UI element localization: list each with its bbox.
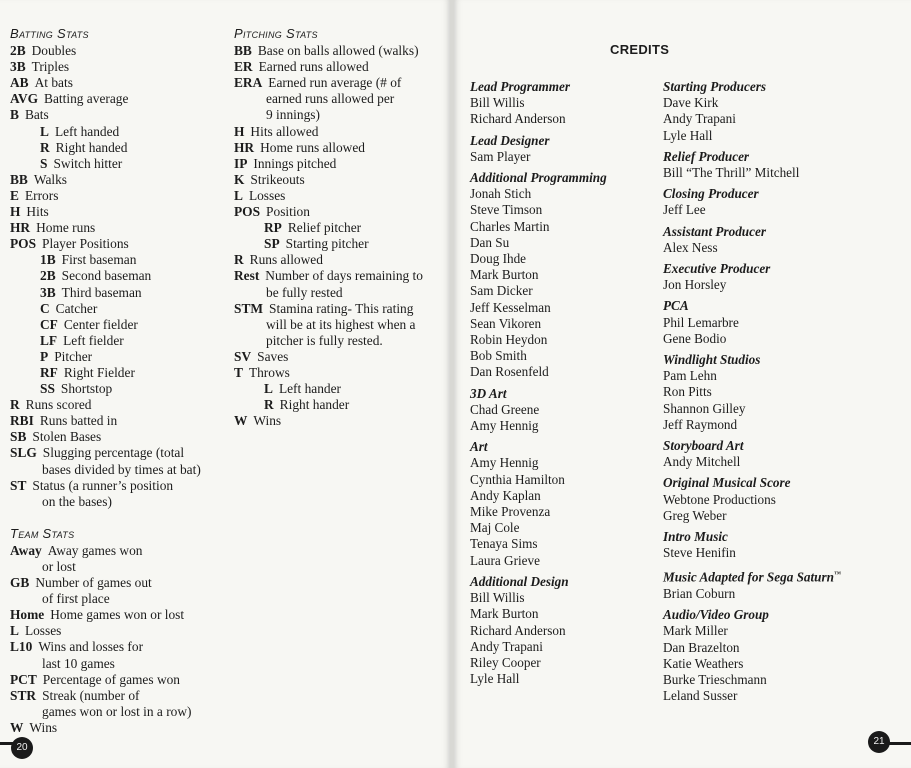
stat-entry: [234, 220, 439, 236]
credit-name: Bill Willis: [470, 95, 525, 111]
credit-role-label: Additional Design: [470, 573, 569, 589]
credit-name: Charles Martin: [470, 218, 550, 234]
stat-abbreviation: T: [234, 364, 243, 380]
stat-definition: of first place: [42, 591, 110, 607]
credit-name: Mike Provenza: [470, 504, 551, 520]
stat-abbreviation: ERA: [234, 75, 263, 91]
credit-role-label: Art: [470, 439, 488, 455]
credit-name: Bill Willis: [470, 590, 525, 606]
stat-abbreviation: POS: [234, 204, 261, 220]
stat-entry: [234, 397, 439, 413]
stat-abbreviation: BB: [10, 171, 28, 187]
credit-name: Phil Lemarbre: [663, 314, 739, 330]
stat-abbreviation: RP: [264, 220, 282, 236]
credit-name: Riley Cooper: [470, 654, 541, 670]
stat-definition: Stamina rating- This rating: [269, 300, 414, 316]
stat-definition: Switch hitter: [53, 155, 123, 171]
stat-entry: [10, 397, 225, 413]
stat-entry: [10, 688, 225, 704]
credit-role: [663, 566, 903, 586]
stat-definition: Left handed: [54, 123, 120, 139]
credit-name: Greg Weber: [663, 507, 727, 523]
stat-entry: [10, 575, 225, 591]
stat-definition: Catcher: [55, 300, 98, 316]
stat-abbreviation: L: [234, 187, 243, 203]
credit-name: Mark Burton: [470, 606, 539, 622]
stat-entry: [234, 413, 439, 429]
credit-name: Alex Ness: [663, 239, 718, 255]
credit-role: [663, 224, 903, 240]
stat-abbreviation: E: [10, 187, 19, 203]
stat-definition: Second baseman: [61, 268, 152, 284]
stat-entry: [10, 559, 225, 575]
credits-title: CREDITS: [610, 42, 670, 57]
stat-entry: [10, 252, 225, 268]
pitching-stats-list: [234, 43, 439, 429]
stat-definition: Center fielder: [63, 316, 138, 332]
credit-role: [663, 352, 903, 368]
stat-abbreviation: L: [264, 381, 273, 397]
stat-definition: Streak (number of: [42, 687, 140, 703]
stat-entry: [10, 204, 225, 220]
credit-name: Robin Heydon: [470, 332, 548, 348]
stat-definition: First baseman: [61, 252, 137, 268]
stat-definition: At bats: [34, 75, 73, 91]
credit-role-label: Storyboard Art: [663, 438, 744, 454]
stat-abbreviation: R: [40, 139, 50, 155]
credits-column-1: [470, 79, 650, 687]
credit-name: Dan Rosenfeld: [470, 364, 549, 380]
credit-role: [470, 386, 650, 402]
credit-name: Laura Grieve: [470, 552, 540, 568]
stat-abbreviation: 1B: [40, 252, 56, 268]
stat-entry: [234, 381, 439, 397]
stat-entry: [234, 188, 439, 204]
stat-entry: [10, 672, 225, 688]
stat-definition: Home runs: [36, 220, 96, 236]
stat-abbreviation: ST: [10, 477, 27, 493]
stat-definition: bases divided by times at bat): [42, 461, 201, 477]
stat-abbreviation: H: [234, 123, 245, 139]
credit-role: [663, 261, 903, 277]
stat-abbreviation: IP: [234, 155, 248, 171]
stat-abbreviation: 2B: [10, 43, 26, 59]
credit-name: Burke Trieschmann: [663, 672, 767, 688]
stat-definition: Hits allowed: [250, 123, 319, 139]
stat-definition: games won or lost in a row): [42, 703, 192, 719]
credit-role-label: Original Musical Score: [663, 475, 791, 491]
credit-role-label: Windlight Studios: [663, 352, 761, 368]
stat-entry: [10, 285, 225, 301]
credit-role-label: Relief Producer: [663, 148, 750, 164]
stat-abbreviation: LF: [40, 332, 58, 348]
stat-entry: [234, 75, 439, 91]
stat-abbreviation: RF: [40, 364, 58, 380]
stat-definition: Right handed: [55, 139, 128, 155]
stat-definition: last 10 games: [42, 655, 115, 671]
team-stats-title: Team Stats: [10, 525, 75, 541]
credit-role-label: Lead Designer: [470, 132, 550, 148]
stat-definition: will be at its highest when a: [266, 316, 416, 332]
stat-entry: [10, 704, 225, 720]
credit-name: Cynthia Hamilton: [470, 471, 565, 487]
stat-entry: [10, 156, 225, 172]
stat-entry: [234, 333, 439, 349]
credit-name: Amy Hennig: [470, 455, 539, 471]
stat-entry: [234, 156, 439, 172]
stat-definition: Starting pitcher: [285, 236, 369, 252]
stat-entry: [234, 365, 439, 381]
stat-entry: [10, 607, 225, 623]
credit-name: Sean Vikoren: [470, 315, 542, 331]
stat-entry: [10, 268, 225, 284]
stat-entry: [10, 365, 225, 381]
credit-role: [470, 133, 650, 149]
credit-name: Brian Coburn: [663, 586, 736, 602]
stat-entry: [10, 413, 225, 429]
stat-entry: [234, 349, 439, 365]
stat-abbreviation: CF: [40, 316, 58, 332]
credit-name: Leland Susser: [663, 688, 738, 704]
stat-definition: Earned run average (# of: [268, 75, 402, 91]
stat-entry: [10, 188, 225, 204]
credit-role-label: Lead Programmer: [470, 79, 570, 94]
stat-definition: Player Positions: [42, 236, 129, 252]
stat-definition: Runs scored: [25, 397, 92, 413]
credit-role: [663, 529, 903, 545]
stat-definition: Right Fielder: [63, 364, 135, 380]
credit-name: Pam Lehn: [663, 368, 717, 384]
batting-stats-list: [10, 43, 225, 510]
credit-role: [470, 439, 650, 455]
stat-entry: [10, 172, 225, 188]
stat-definition: or lost: [42, 559, 76, 574]
stat-entry: [234, 204, 439, 220]
stat-entry: [234, 140, 439, 156]
credit-role-label: Starting Producers: [663, 79, 766, 94]
stat-entry: [10, 75, 225, 91]
stat-entry: [10, 429, 225, 445]
stat-abbreviation: SV: [234, 348, 252, 364]
credit-role: [470, 79, 650, 95]
credit-name: Andy Trapani: [663, 111, 736, 127]
stat-definition: be fully rested: [266, 284, 343, 300]
stat-definition: Wins: [29, 719, 58, 735]
credit-role: [663, 438, 903, 454]
credit-role: [663, 298, 903, 314]
stat-definition: Third baseman: [61, 284, 142, 300]
credit-name: Richard Anderson: [470, 111, 566, 127]
credit-role-label: Closing Producer: [663, 186, 759, 202]
credit-name: Lyle Hall: [470, 671, 520, 687]
stat-abbreviation: SP: [264, 236, 280, 252]
stat-definition: Batting average: [44, 91, 129, 107]
stat-definition: Right hander: [279, 397, 350, 413]
credit-role-label: PCA: [663, 298, 689, 314]
credit-role-label: Assistant Producer: [663, 223, 766, 239]
stat-abbreviation: Away: [10, 542, 42, 558]
stat-entry: [10, 333, 225, 349]
stat-definition: Strikeouts: [250, 171, 305, 187]
pitching-column: [234, 26, 439, 429]
credit-name: Amy Hennig: [470, 418, 539, 434]
stat-abbreviation: SS: [40, 381, 55, 397]
stat-definition: Left fielder: [63, 332, 124, 348]
stat-abbreviation: B: [10, 107, 19, 123]
stat-definition: Pitcher: [54, 348, 93, 364]
stat-abbreviation: 3B: [10, 59, 26, 75]
credit-name: Jeff Kesselman: [470, 299, 551, 315]
stat-definition: Losses: [248, 187, 286, 203]
stat-definition: Walks: [33, 171, 68, 187]
stat-definition: Away games won: [47, 542, 143, 558]
stat-abbreviation: L: [40, 123, 49, 139]
credit-role: [470, 170, 650, 186]
stat-entry: [10, 543, 225, 559]
stat-entry: [10, 317, 225, 333]
stat-abbreviation: AVG: [10, 91, 39, 107]
credit-name: Steve Henifin: [663, 545, 736, 561]
right-page: [454, 0, 911, 768]
credit-name: Andy Trapani: [470, 638, 543, 654]
credit-name: Maj Cole: [470, 520, 520, 536]
stat-definition: Bats: [24, 107, 49, 123]
stat-entry: [10, 349, 225, 365]
stat-abbreviation: GB: [10, 575, 30, 591]
credit-name: Sam Player: [470, 148, 531, 164]
stat-abbreviation: S: [40, 155, 48, 171]
credits-column-2: [663, 79, 903, 705]
credit-name: Jeff Raymond: [663, 416, 738, 432]
stat-definition: Doubles: [31, 43, 77, 59]
stat-definition: 9 innings): [266, 107, 320, 123]
stat-entry: [234, 317, 439, 333]
credit-name: Webtone Productions: [663, 491, 776, 507]
stat-abbreviation: ER: [234, 59, 253, 75]
team-stats-list: [10, 543, 225, 736]
stat-entry: [234, 124, 439, 140]
stat-definition: Number of games out: [35, 575, 152, 591]
stat-entry: [10, 301, 225, 317]
batting-stats-title: Batting Stats: [10, 26, 89, 41]
credit-name: Dan Brazelton: [663, 639, 740, 655]
stat-entry: [234, 91, 439, 107]
credit-role-label: Audio/Video Group: [663, 607, 769, 623]
credit-name: Lyle Hall: [663, 127, 713, 143]
stat-abbreviation: R: [264, 397, 274, 413]
stat-definition: Wins and losses for: [38, 639, 144, 655]
stat-entry: [10, 381, 225, 397]
credit-role-label: Music Adapted for Sega Saturn: [663, 569, 834, 585]
stat-abbreviation: W: [234, 413, 248, 429]
stat-definition: Number of days remaining to: [265, 268, 423, 284]
stat-definition: Position: [266, 204, 310, 220]
credit-name: Bob Smith: [470, 348, 527, 364]
stat-entry: [10, 720, 225, 736]
stat-abbreviation: 2B: [40, 268, 56, 284]
stat-entry: [234, 252, 439, 268]
stat-definition: on the bases): [42, 493, 112, 509]
stat-abbreviation: R: [10, 397, 20, 413]
credit-role-label: Intro Music: [663, 529, 728, 545]
credit-name: Katie Weathers: [663, 655, 744, 671]
credit-role: [470, 574, 650, 590]
stat-abbreviation: K: [234, 171, 245, 187]
stat-abbreviation: L10: [10, 639, 33, 655]
stat-definition: Earned runs allowed: [258, 59, 369, 75]
stat-entry: [10, 59, 225, 75]
credit-role: [663, 186, 903, 202]
stat-definition: Hits: [26, 204, 49, 220]
stat-abbreviation: SLG: [10, 445, 37, 461]
stat-abbreviation: PCT: [10, 671, 37, 687]
stat-definition: Relief pitcher: [287, 220, 362, 236]
stat-abbreviation: L: [10, 623, 19, 639]
stat-definition: Errors: [24, 187, 59, 203]
stat-definition: Home runs allowed: [260, 139, 365, 155]
stat-abbreviation: C: [40, 300, 50, 316]
stat-entry: [10, 43, 225, 59]
stat-abbreviation: Home: [10, 607, 45, 623]
stat-entry: [10, 107, 225, 123]
credit-name: Richard Anderson: [470, 622, 566, 638]
page-number-right: 21: [868, 731, 890, 753]
stat-entry: [10, 124, 225, 140]
stat-abbreviation: Rest: [234, 268, 260, 284]
credit-role: [663, 607, 903, 623]
stat-entry: [10, 91, 225, 107]
stat-entry: [10, 656, 225, 672]
stat-entry: [234, 59, 439, 75]
credit-name: Jonah Stich: [470, 186, 532, 202]
stat-definition: Runs batted in: [39, 413, 118, 429]
stat-definition: Status (a runner’s position: [32, 477, 174, 493]
stat-entry: [10, 639, 225, 655]
stat-entry: [10, 236, 225, 252]
stat-entry: [234, 285, 439, 301]
stat-definition: Base on balls allowed (walks): [257, 43, 419, 59]
stat-definition: Saves: [257, 348, 289, 364]
stat-abbreviation: POS: [10, 236, 37, 252]
credit-name: Andy Mitchell: [663, 454, 741, 470]
stat-definition: Innings pitched: [253, 155, 337, 171]
stat-entry: [10, 494, 225, 510]
credit-name: Jeff Lee: [663, 202, 706, 218]
stat-definition: Runs allowed: [249, 252, 323, 268]
stat-abbreviation: HR: [10, 220, 31, 236]
credit-role-label: 3D Art: [470, 385, 507, 401]
credit-name: Doug Ihde: [470, 251, 527, 267]
stat-abbreviation: BB: [234, 43, 252, 59]
stat-entry: [10, 591, 225, 607]
stat-definition: Percentage of games won: [42, 671, 180, 687]
stat-definition: Losses: [24, 623, 62, 639]
credit-name: Jon Horsley: [663, 277, 727, 293]
credit-name: Gene Bodio: [663, 330, 727, 346]
stat-entry: [234, 43, 439, 59]
credit-name: Sam Dicker: [470, 283, 533, 299]
left-page: [0, 0, 450, 768]
stat-definition: Shortstop: [60, 381, 113, 397]
stat-entry: [234, 236, 439, 252]
stat-abbreviation: H: [10, 204, 21, 220]
stat-entry: [10, 140, 225, 156]
stat-entry: [234, 301, 439, 317]
stat-abbreviation: AB: [10, 75, 29, 91]
stat-definition: pitcher is fully rested.: [266, 332, 383, 348]
stat-abbreviation: SB: [10, 429, 27, 445]
credit-role: [663, 149, 903, 165]
credit-name: Steve Timson: [470, 202, 543, 218]
stat-definition: Home games won or lost: [50, 607, 185, 623]
credit-name: Andy Kaplan: [470, 487, 541, 503]
stat-definition: Slugging percentage (total: [42, 445, 185, 461]
credit-role: [663, 79, 903, 95]
credit-name: Dave Kirk: [663, 95, 719, 111]
trademark-symbol: ™: [833, 570, 841, 579]
batting-team-column: [10, 26, 225, 736]
stat-entry: [10, 445, 225, 461]
pitching-stats-title: Pitching Stats: [234, 26, 318, 41]
credit-role: [663, 475, 903, 491]
credit-name: Shannon Gilley: [663, 400, 746, 416]
stat-entry: [10, 220, 225, 236]
stat-definition: Stolen Bases: [32, 429, 102, 445]
stat-entry: [10, 478, 225, 494]
stat-definition: Wins: [253, 413, 282, 429]
stat-entry: [10, 623, 225, 639]
stat-abbreviation: HR: [234, 139, 255, 155]
stat-definition: Left hander: [278, 381, 342, 397]
page-number-left: 20: [11, 737, 33, 759]
credit-name: Dan Su: [470, 234, 510, 250]
stat-abbreviation: 3B: [40, 284, 56, 300]
credit-name: Mark Burton: [470, 267, 539, 283]
stat-abbreviation: RBI: [10, 413, 34, 429]
stat-definition: Throws: [248, 364, 290, 380]
stat-abbreviation: STR: [10, 687, 37, 703]
stat-entry: [234, 107, 439, 123]
credit-name: Chad Greene: [470, 401, 540, 417]
credit-role-label: Executive Producer: [663, 261, 771, 277]
stat-abbreviation: STM: [234, 300, 264, 316]
credit-name: Ron Pitts: [663, 384, 712, 400]
stat-definition: earned runs allowed per: [266, 91, 395, 107]
stat-abbreviation: R: [234, 252, 244, 268]
credit-name: Tenaya Sims: [470, 536, 538, 552]
stat-abbreviation: P: [40, 348, 49, 364]
stat-entry: [234, 172, 439, 188]
credit-role-label: Additional Programming: [470, 170, 607, 186]
stat-entry: [10, 462, 225, 478]
stat-entry: [234, 268, 439, 284]
stat-definition: Triples: [31, 59, 70, 75]
credit-name: Mark Miller: [663, 623, 728, 639]
stat-abbreviation: W: [10, 719, 24, 735]
credit-name: Bill “The Thrill” Mitchell: [663, 165, 800, 181]
